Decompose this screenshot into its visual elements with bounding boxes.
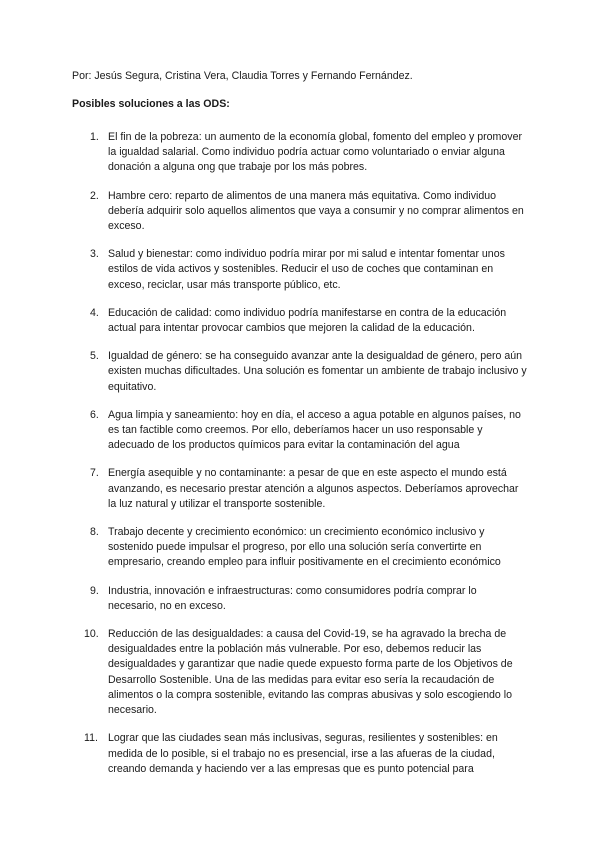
section-heading: Posibles soluciones a las ODS:: [72, 98, 230, 110]
list-item-text: Agua limpia y saneamiento: hoy en día, el acceso a agua potable en algunos países, no es tan factible como creemos. Por ello, deberíamos hacer un uso responsable y adecuado de los productos químicos para evitar la contaminación del agua: [108, 408, 521, 452]
list-item-number: 6.: [90, 408, 99, 421]
list-item-text: El fin de la pobreza: un aumento de la economía global, fomento del empleo y promover la igualdad salarial. Como individuo podría actuar como voluntariado o enviar alguna donación a alguna ong que trabaje por los más pobres.: [108, 131, 522, 174]
list-item: [0, 525, 600, 571]
list-item: [0, 247, 600, 293]
list-item-text: Educación de calidad: como individuo podría manifestarse en contra de la educación actual para intentar provocar cambios que mejoren la calidad de la educación.: [108, 306, 507, 335]
list-item-number: 11.: [84, 732, 98, 745]
solutions-list: [0, 130, 600, 790]
list-item-number: 2.: [90, 189, 99, 202]
list-item-number: 3.: [90, 248, 99, 261]
list-item: [0, 584, 600, 614]
authors-line: Por: Jesús Segura, Cristina Vera, Claudia Torres y Fernando Fernández.: [72, 70, 413, 82]
list-item-text: Industria, innovación e infraestructuras: como consumidores podría comprar lo necesario, no en exceso.: [108, 584, 477, 612]
list-item: [0, 189, 600, 235]
list-item-text: Salud y bienestar: como individuo podría mirar por mi salud e intentar fomentar unos estilos de vida activos y sostenibles. Reducir el uso de coches que contaminan en exceso, reciclar, usar más transporte público, etc.: [108, 248, 505, 291]
list-item: [0, 306, 600, 336]
list-item-number: 4.: [90, 306, 99, 319]
list-item-number: 7.: [90, 467, 99, 480]
list-item-number: 9.: [90, 584, 99, 597]
list-item: [0, 408, 600, 454]
list-item: [0, 466, 600, 512]
list-item: [0, 130, 600, 176]
list-item-number: 5.: [90, 350, 99, 363]
list-item-number: 1.: [90, 131, 99, 143]
list-item-number: 10.: [84, 628, 99, 641]
list-item-text: Igualdad de género: se ha conseguido avanzar ante la desigualdad de género, pero aún existen muchas dificultades. Una solución es fomentar un ambiente de trabajo inclusivo y equitativo.: [108, 350, 527, 393]
list-item: [0, 349, 600, 395]
list-item: [0, 627, 600, 718]
list-item: [0, 731, 600, 777]
list-item-number: 8.: [90, 526, 99, 539]
list-item-text: Reducción de las desigualdades: a causa del Covid-19, se ha agravado la brecha de desigualdades entre la población más vulnerable. Por eso, debemos reducir las desigualdades y garantizar que nadie quede expuesto forma parte de los Objetivos de Desarrollo Sostenible. Una de las medidas para evitar eso sería la recaudación de alimentos o la compra sostenible, evitando las compras abusivas y solo escogiendo lo necesario.: [108, 628, 513, 717]
list-item-text: Trabajo decente y crecimiento económico: un crecimiento económico inclusivo y sostenido puede impulsar el progreso, por ello una solución sería convertirte en empresario, creando empleo para influir positivamente en el crecimiento económico: [108, 526, 501, 569]
list-item-text: Energía asequible y no contaminante: a pesar de que en este aspecto el mundo está avanzando, es necesario prestar atención a algunos aspectos. Deberíamos aprovechar la luz natural y utilizar el transporte sostenible.: [108, 467, 519, 510]
list-item-text: Hambre cero: reparto de alimentos de una manera más equitativa. Como individuo debería adquirir solo aquellos alimentos que vaya a consumir y no comprar alimentos en exceso.: [108, 189, 524, 233]
list-item-text: Lograr que las ciudades sean más inclusivas, seguras, resilientes y sostenibles: en medida de lo posible, si el trabajo no es presencial, irse a las afueras de la ciudad, creando demanda y haciendo ver a las empresas que es punto potencial para: [108, 732, 498, 775]
